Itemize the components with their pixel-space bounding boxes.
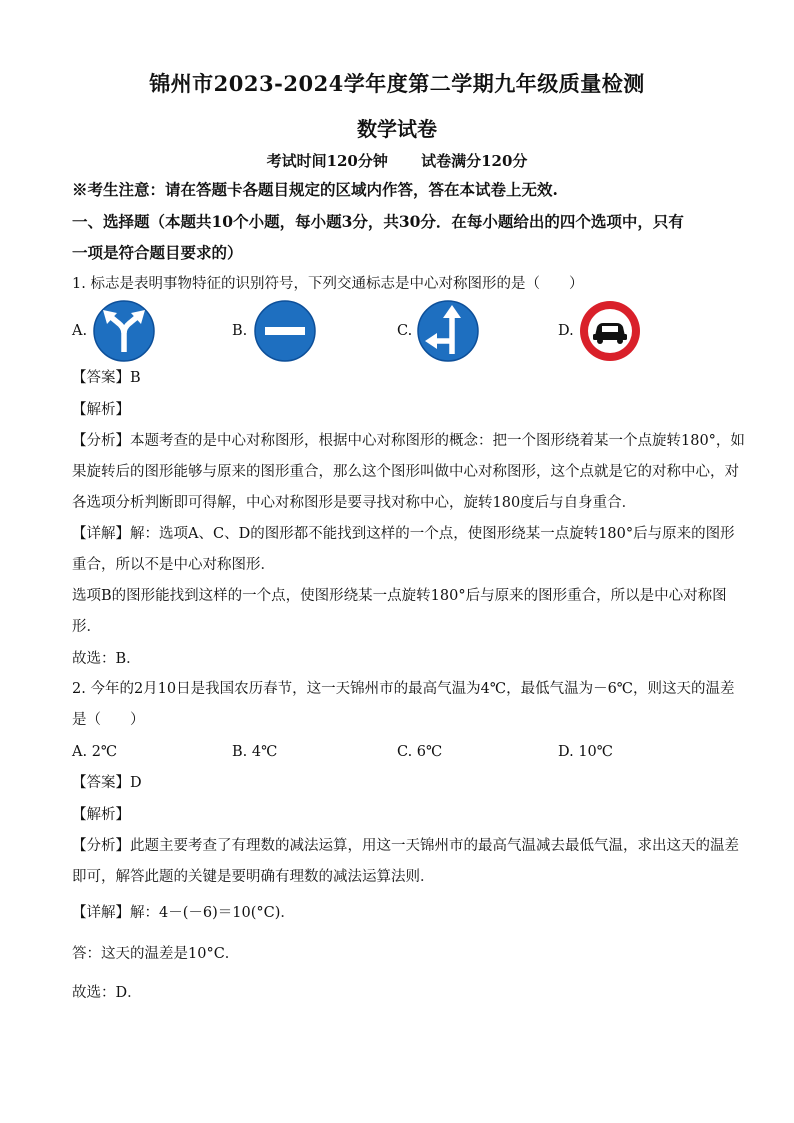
no-entry-sign-icon (252, 300, 318, 362)
exam-title: 锦州市2023-2024学年度第二学期九年级质量检测 (149, 71, 645, 96)
q2-detail-line: 答：这天的温差是10°C． (72, 946, 240, 962)
q2-option-c: C. 6℃ (397, 744, 443, 760)
q1-option-b-label: B. (232, 323, 248, 339)
full-score: 试卷满分120分 (421, 152, 528, 170)
q2-analysis-line: 【分析】此题主要考查了有理数的减法运算，用这一天锦州市的最高气温减去最低气温，求出这天的温差 (72, 838, 739, 854)
q2-stem-line2: 是（ ） (72, 712, 145, 728)
q1-analysis-head: 【解析】 (72, 402, 130, 418)
q1-detail-line: 选项B的图形能找到这样的一个点，使图形绕某一点旋转180°后与原来的图形重合，所以是中心对称图 (72, 588, 727, 604)
q1-detail-line: 重合，所以不是中心对称图形． (72, 557, 275, 573)
exam-subtitle: 数学试卷 (357, 117, 437, 141)
q1-answer: 【答案】B (72, 370, 141, 386)
q1-option-a-label: A. (72, 323, 88, 339)
notice: ※考生注意：请在答题卡各题目规定的区域内作答，答在本试卷上无效. (72, 180, 558, 199)
q1-analysis-line: 各选项分析判断即可得解，中心对称图形是要寻找对称中心，旋转180度后与自身重合． (72, 495, 637, 511)
q2-detail-line: 【详解】解：4－(－6)＝10(°C)． (72, 905, 295, 921)
q1-stem: 1. 标志是表明事物特征的识别符号，下列交通标志是中心对称图形的是（ ） (72, 276, 584, 292)
split-arrows-sign-icon (92, 300, 156, 362)
section-heading-line2: 一项是符合题目要求的） (72, 243, 243, 262)
turn-left-straight-sign-icon (416, 300, 480, 362)
section-heading-line1: 一、选择题（本题共10个小题，每小题3分，共30分．在每小题给出的四个选项中，只有 (72, 212, 684, 231)
q2-option-a: A. 2℃ (72, 744, 118, 760)
q2-answer: 【答案】D (72, 775, 142, 791)
q1-option-c-label: C. (397, 323, 413, 339)
q1-detail-line: 形． (72, 619, 101, 635)
q1-analysis-line: 果旋转后的图形能够与原来的图形重合，那么这个图形叫做中心对称图形，这个点就是它的对称中心，对 (72, 464, 739, 480)
q1-conclusion: 故选：B． (72, 651, 141, 667)
exam-info (0, 150, 794, 171)
q1-option-d-label: D. (558, 323, 574, 339)
q2-analysis-head: 【解析】 (72, 807, 130, 823)
no-motor-vehicle-sign-icon (578, 300, 642, 362)
q1-detail-line: 【详解】解：选项A、C、D的图形都不能找到这样的一个点，使图形绕某一点旋转180°后与原来的图形 (72, 526, 735, 542)
q1-analysis-line: 【分析】本题考查的是中心对称图形，根据中心对称图形的概念：把一个图形绕着某一个点旋转180°，如 (72, 433, 745, 449)
q2-option-d: D. 10℃ (558, 744, 613, 760)
q2-stem-line1: 2. 今年的2月10日是我国农历春节，这一天锦州市的最高气温为4℃，最低气温为－6℃，则这天的温差 (72, 681, 735, 697)
exam-time: 考试时间120分钟 (266, 152, 388, 170)
q2-option-b: B. 4℃ (232, 744, 278, 760)
q2-conclusion: 故选：D． (72, 985, 142, 1001)
q2-analysis-line: 即可，解答此题的关键是要明确有理数的减法运算法则． (72, 869, 435, 885)
